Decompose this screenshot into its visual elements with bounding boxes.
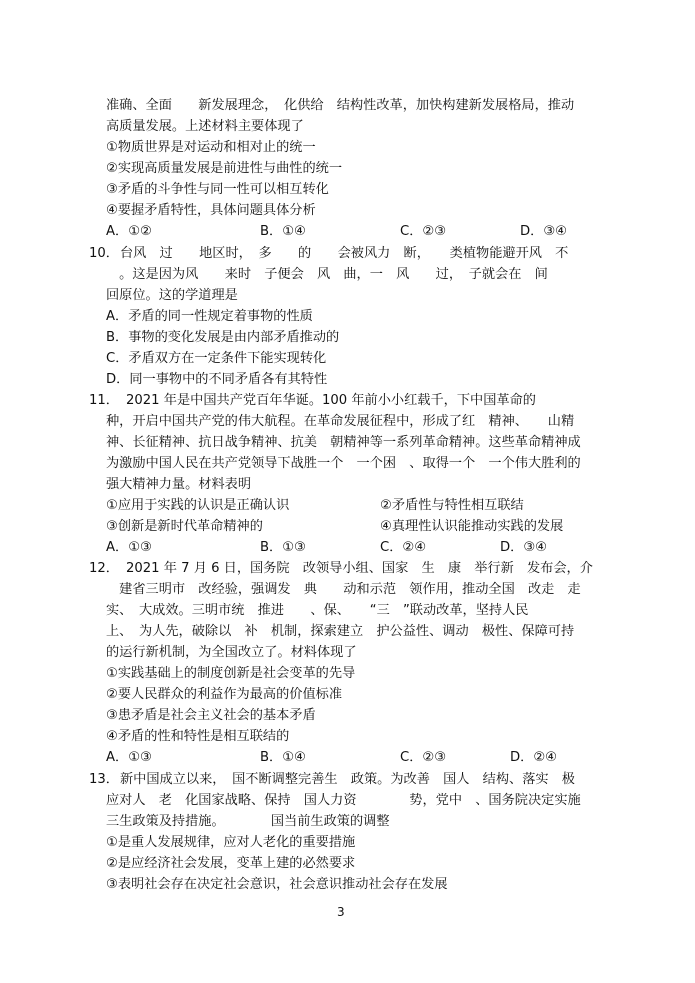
q9-option-c: C．②③ xyxy=(400,224,447,239)
q13-number: 13． xyxy=(89,772,119,787)
q13-stem-line: 应对人 老 化国家战略、保持 国人力资 势，党中 、国务院决定实施 xyxy=(106,793,581,808)
q11-item: ①应用于实践的认识是正确认识 xyxy=(106,498,290,513)
q11-item: ④真理性认识能推动实践的发展 xyxy=(380,519,564,534)
q11-option-c: C．②④ xyxy=(380,540,427,555)
q12-option-b: B．①④ xyxy=(260,750,306,765)
q12-stem-line: 实、 大成效。三明市统 推进 、保、 “三 ”联动改革，坚持人民 xyxy=(106,603,529,618)
q12-stem-line: 建省三明市 改经验，强调发 典 动和示范 领作用，推动全国 改走 走 xyxy=(106,582,581,597)
q12-item: ①实践基础上的制度创新是社会变革的先导 xyxy=(106,666,356,681)
q12-option-d: D．②④ xyxy=(510,750,557,765)
q11-option-d: D．③④ xyxy=(500,540,547,555)
q12-item: ④矛盾的性和特性是相互联结的 xyxy=(106,729,290,744)
q10-choice-c: C．矛盾双方在一定条件下能实现转化 xyxy=(106,351,327,366)
q9-item: ①物质世界是对运动和相对止的统一 xyxy=(106,140,316,155)
q10-stem-line: 。这是因为风 来时 子便会 风 曲，一 风 过， 子就会在 间 xyxy=(106,267,548,282)
q11-option-b: B．①③ xyxy=(260,540,306,555)
q13-item: ③表明社会存在决定社会意识，社会意识推动社会存在发展 xyxy=(106,877,448,892)
q11-stem-line: 为激励中国人民在共产党领导下战胜一个 一个困 、取得一个 一个伟大胜利的 xyxy=(106,456,581,471)
q13-item: ①是重人发展规律，应对人老化的重要措施 xyxy=(106,835,356,850)
q10-number: 10． xyxy=(89,246,119,261)
q9-item: ④要握矛盾特性，具体问题具体分析 xyxy=(106,203,316,218)
q12-option-a: A．①③ xyxy=(106,750,152,765)
q11-item: ③创新是新时代革命精神的 xyxy=(106,519,263,534)
q9-option-a: A．①② xyxy=(106,224,152,239)
q9-item: ②实现高质量发展是前进性与曲性的统一 xyxy=(106,161,343,176)
q9-option-b: B．①④ xyxy=(260,224,306,239)
q11-stem-line: 神、长征精神、抗日战争精神、抗美 朝精神等一系列革命精神。这些革命精神成 xyxy=(106,435,581,450)
q12-option-c: C．②③ xyxy=(400,750,447,765)
q10-choice-d: D．同一事物中的不同矛盾各有其特性 xyxy=(106,372,328,387)
q9-stem-line: 高质量发展。上述材料主要体现了 xyxy=(106,119,304,134)
q12-item: ③患矛盾是社会主义社会的基本矛盾 xyxy=(106,708,316,723)
q13-item: ②是应经济社会发展，变革上建的必然要求 xyxy=(106,856,356,871)
q13-stem-line: 新中国成立以来， 国不断调整完善生 政策。为改善 国人 结构、落实 极 xyxy=(120,772,575,787)
q11-stem-line: 种，开启中国共产党的伟大航程。在革命发展征程中，形成了红 精神、 山精 xyxy=(106,414,575,429)
q9-item: ③矛盾的斗争性与同一性可以相互转化 xyxy=(106,182,329,197)
q12-stem-line: 2021 年 7 月 6 日，国务院 改领导小组、国家 生 康 举行新 发布会，介 xyxy=(126,561,593,576)
q11-number: 11． xyxy=(89,393,119,408)
q12-stem-line: 上、 为人先，破除以 补 机制，探索建立 护公益性、调动 极性、保障可持 xyxy=(106,624,575,639)
q12-stem-line: 的运行新机制，为全国改立了。材料体现了 xyxy=(106,645,357,660)
page-number: 3 xyxy=(337,905,345,919)
q10-stem-line: 回原位。这的学道理是 xyxy=(106,288,238,303)
q9-stem-line: 准确、全面 新发展理念， 化供给 结构性改革，加快构建新发展格局，推动 xyxy=(106,98,575,113)
q12-item: ②要人民群众的利益作为最高的价值标准 xyxy=(106,687,343,702)
q9-option-d: D．③④ xyxy=(520,224,567,239)
q10-stem-line: 台风 过 地区时， 多 的 会被风力 断， 类植物能避开风 不 xyxy=(120,246,569,261)
q12-number: 12． xyxy=(89,561,119,576)
q11-stem-line: 强大精神力量。材料表明 xyxy=(106,477,252,492)
q11-item: ②矛盾性与特性相互联结 xyxy=(380,498,524,513)
q10-choice-a: A．矛盾的同一性规定着事物的性质 xyxy=(106,309,313,324)
q10-choice-b: B．事物的变化发展是由内部矛盾推动的 xyxy=(106,330,340,345)
q11-stem-line: 2021 年是中国共产党百年华诞。100 年前小小红载千，下中国革命的 xyxy=(126,393,536,408)
q13-stem-line: 三生政策及持措施。 国当前生政策的调整 xyxy=(106,814,390,829)
q11-option-a: A．①③ xyxy=(106,540,152,555)
